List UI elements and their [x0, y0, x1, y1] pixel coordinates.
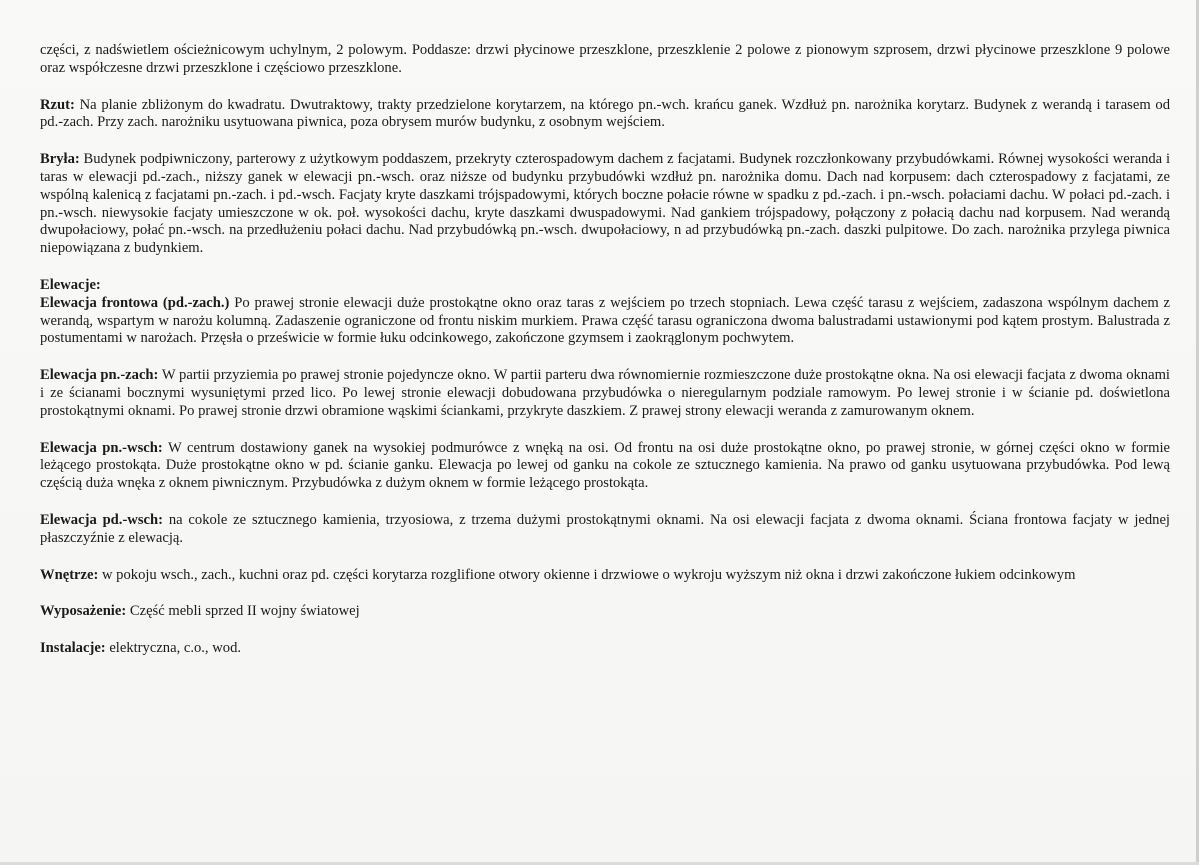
elevation-front-text: Po prawej stronie elewacji duże prostokątne okno oraz taras z wejściem po trzech stopniach. Lewa część tarasu z wejściem, zadaszona wspólnym dachem z werandą, wspartym w narożu kolumną. Zadaszenie ograniczone od frontu niskim murkiem. Prawa część tarasu ograniczona dwoma balustradami ustawionymi pod kątem prostym. Balustrada z postumentami w narożach. Przęsła o prześwicie w formie łuku odcinkowego, zakończone gzymsem i zaokrąglonym pochwytem.: [40, 294, 1170, 347]
elevation-nw-label: Elewacja pn.-zach:: [40, 367, 159, 384]
interior-label: Wnętrze:: [40, 566, 99, 583]
elevation-se: [40, 512, 1170, 548]
elevation-front: [40, 295, 1170, 348]
installations-text: elektryczna, c.o., wod.: [105, 640, 242, 657]
equipment-label: Wyposażenie:: [40, 603, 127, 620]
elevation-ne-label: Elewacja pn.-wsch:: [40, 439, 163, 456]
paragraph-doors-continuation: [40, 42, 1170, 78]
elevation-nw-text: W partii przyziemia po prawej stronie pojedyncze okno. W partii parteru dwa równomiernie rozmieszczone duże prostokątne okna. Na osi elewacji facjata z dwoma oknami i ze ścianami bocznymi wysuniętymi przed lico. Po lewej stronie elewacji dobudowana przybudówka o nieregularnym podziale ramowym. Po lewej stronie i w ścianie pd. doświetlona prostokątnymi oknami. Po prawej stronie drzwi obramione wąskimi ściankami, przykryte daszkiem. Z prawej strony elewacji weranda z zamurowanym oknem.: [40, 367, 1170, 419]
elevation-se-text: na cokole ze sztucznego kamienia, trzyosiowa, z trzema dużymi prostokątnymi oknami. Na osi elewacji facjata z dwoma oknami. Ściana frontowa facjaty w jednej płaszczyźnie z elewacją.: [40, 511, 1170, 546]
paragraph-interior: [40, 567, 1170, 585]
document-body: [40, 42, 1170, 658]
massing-label: Bryła:: [40, 151, 80, 168]
elevations-heading: Elewacje:: [40, 276, 101, 293]
paragraph-equipment: [40, 603, 1170, 621]
elevation-ne-text: W centrum dostawiony ganek na wysokiej podmurówce z wnęką na osi. Od frontu na osi duże prostokątne okno, po prawej stronie, w górnej części okno w formie leżącego prostokąta. Duże prostokątne okno w pd. ścianie ganku. Elewacja po lewej od ganku na cokole ze sztucznego kamienia. Na prawo od ganku usytuowana przybudówka. Pod lewą częścią duża wnęka z oknem piwnicznym. Przybudówka z dużym oknem w formie leżącego prostokąta.: [40, 439, 1170, 492]
elevation-nw: [40, 367, 1170, 420]
installations-label: Instalacje:: [40, 640, 106, 657]
paragraph-massing: [40, 151, 1170, 258]
massing-text: Budynek podpiwniczony, parterowy z użytkowym poddaszem, przekryty czterospadowym dachem z facjatami. Budynek rozczłonkowany przybudówkami. Równej wysokości weranda i taras w elewacji pd.-zach., niższy ganek w elewacji pn.-wsch. oraz niższe od budynku przybudówki wzdłuż pn. narożnika domu. Dach nad korpusem: dach czterospadowy z facjatami, ze wspólną kalenicą z facjatami pn.-zach. i pd.-wsch. Facjaty kryte daszkami trójspadowymi, których boczne połacie równe w spadku z pd.-zach. i pn.-wsch. połaciami dachu. W połaci pd.-zach. i pn.-wsch. niewysokie facjaty umieszczone w ok. poł. wysokości dachu, kryte daszkami dwuspadowymi. Nad gankiem trójspadowy, połączony z połacią dachu nad korpusem. Nad werandą dwupołaciowy, połać pn.-wsch. na przedłużeniu połaci dachu. Nad przybudówką pn.-wsch. dwupołaciowy, n ad przybudówką pn.-zach. daszki pulpitowe. Do zach. narożnika przylega piwnica niepowiązana z budynkiem.: [40, 151, 1170, 257]
interior-text: w pokoju wsch., zach., kuchni oraz pd. części korytarza rozglifione otwory okienne i drzwiowe o wykroju wyższym niż okna i drzwi zakończone łukiem odcinkowym: [98, 566, 1076, 583]
paragraph-installations: [40, 640, 1170, 658]
elevation-front-label: Elewacja frontowa (pd.-zach.): [40, 294, 230, 311]
elevation-se-label: Elewacja pd.-wsch:: [40, 511, 163, 528]
elevation-ne: [40, 440, 1170, 493]
plan-text: Na planie zbliżonym do kwadratu. Dwutraktowy, trakty przedzielone korytarzem, na którego pn.-wch. krańcu ganek. Wzdłuż pn. narożnika korytarz. Budynek z werandą i tarasem od pd.-zach. Przy zach. narożniku usytuowana piwnica, poza obrysem murów budynku, z osobnym wejściem.: [40, 96, 1170, 131]
plan-label: Rzut:: [40, 96, 75, 113]
paragraph-text: części, z nadświetlem ościeżnicowym uchylnym, 2 polowym. Poddasze: drzwi płycinowe przeszklone, przeszklenie 2 polowe z pionowym szprosem, drzwi płycinowe przeszklone 9 polowe oraz współczesne drzwi przeszklone i częściowo przeszklone.: [40, 42, 1170, 76]
equipment-text: Część mebli sprzed II wojny światowej: [126, 603, 360, 620]
paragraph-plan: [40, 97, 1170, 133]
